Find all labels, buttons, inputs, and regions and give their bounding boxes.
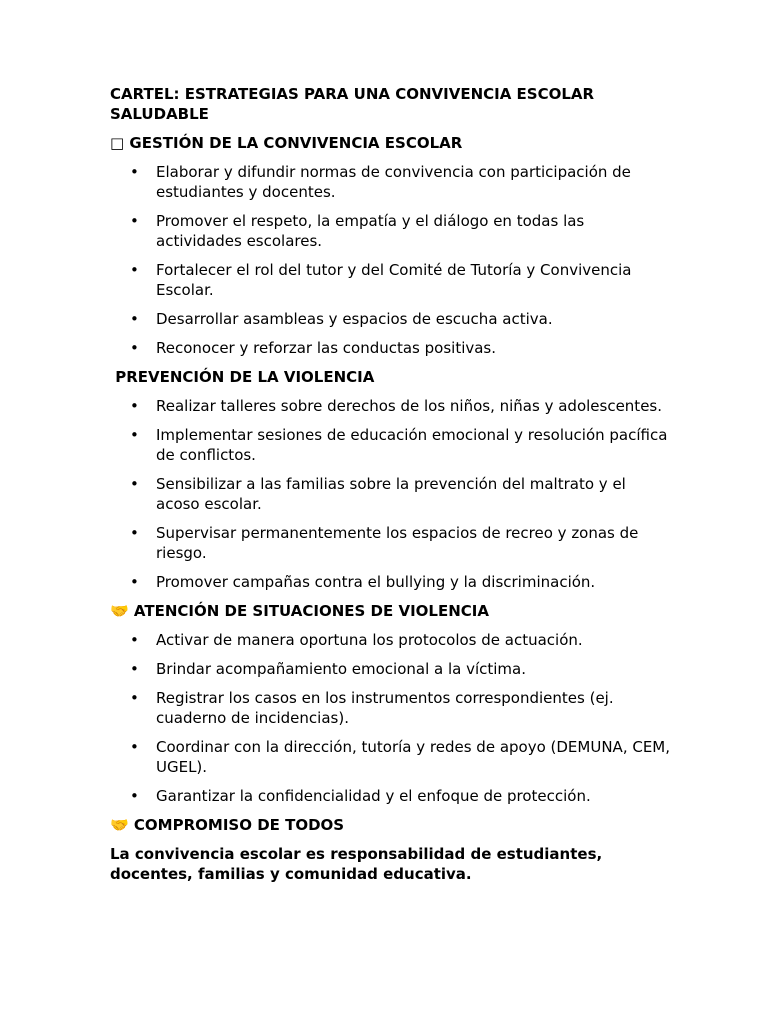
list-item: [110, 630, 670, 650]
bullet-icon: •: [130, 261, 139, 279]
bullet-icon: •: [130, 524, 139, 542]
bullet-list: [110, 630, 670, 806]
list-item-text: Reconocer y reforzar las conductas positivas.: [156, 339, 497, 357]
section-gestion: [110, 133, 670, 358]
list-item-text: Elaborar y difundir normas de convivencia con participación de estudiantes y docentes.: [156, 163, 631, 201]
section-prevencion: [110, 367, 670, 592]
list-item-text: Implementar sesiones de educación emocional y resolución pacífica de conflictos.: [156, 426, 668, 464]
closing-statement: La convivencia escolar es responsabilidad de estudiantes, docentes, familias y comunidad educativa.: [110, 845, 603, 883]
list-item-text: Promover campañas contra el bullying y la discriminación.: [156, 573, 596, 591]
bullet-icon: •: [130, 310, 139, 328]
section-heading: [110, 815, 670, 835]
bullet-list: [110, 396, 670, 592]
list-item-text: Fortalecer el rol del tutor y del Comité de Tutoría y Convivencia Escolar.: [156, 261, 632, 299]
list-item-text: Coordinar con la dirección, tutoría y redes de apoyo (DEMUNA, CEM, UGEL).: [156, 738, 671, 776]
section-heading: [110, 601, 670, 621]
missing-glyph-icon: 🤝: [110, 816, 129, 834]
list-item-text: Garantizar la confidencialidad y el enfoque de protección.: [156, 787, 591, 805]
bullet-icon: •: [130, 689, 139, 707]
bullet-icon: •: [130, 397, 139, 415]
list-item: [110, 688, 670, 728]
list-item: [110, 425, 670, 465]
list-item: [110, 659, 670, 679]
section-atencion: [110, 601, 670, 806]
list-item-text: Promover el respeto, la empatía y el diálogo en todas las actividades escolares.: [156, 212, 585, 250]
list-item: [110, 309, 670, 329]
list-item-text: Activar de manera oportuna los protocolos de actuación.: [156, 631, 583, 649]
bullet-icon: •: [130, 426, 139, 444]
list-item: [110, 786, 670, 806]
section-heading-text: PREVENCIÓN DE LA VIOLENCIA: [110, 368, 375, 386]
bullet-icon: •: [130, 339, 139, 357]
bullet-icon: •: [130, 475, 139, 493]
list-item: [110, 396, 670, 416]
list-item-text: Realizar talleres sobre derechos de los niños, niñas y adolescentes.: [156, 397, 663, 415]
section-heading-text: GESTIÓN DE LA CONVIVENCIA ESCOLAR: [129, 134, 463, 152]
bullet-icon: •: [130, 787, 139, 805]
bullet-icon: •: [130, 573, 139, 591]
list-item-text: Desarrollar asambleas y espacios de escucha activa.: [156, 310, 553, 328]
bullet-icon: •: [130, 163, 139, 181]
section-heading-text: COMPROMISO DE TODOS: [133, 816, 345, 834]
section-heading: [110, 133, 670, 153]
list-item: [110, 572, 670, 592]
section-heading: [110, 367, 670, 387]
list-item: [110, 211, 670, 251]
list-item-text: Brindar acompañamiento emocional a la víctima.: [156, 660, 527, 678]
document-page: [110, 84, 670, 884]
section-heading-text: ATENCIÓN DE SITUACIONES DE VIOLENCIA: [133, 602, 489, 620]
list-item: [110, 338, 670, 358]
bullet-list: [110, 162, 670, 358]
list-item: [110, 737, 670, 777]
list-item: [110, 162, 670, 202]
list-item-text: Registrar los casos en los instrumentos correspondientes (ej. cuaderno de incidencias).: [156, 689, 614, 727]
bullet-icon: •: [130, 660, 139, 678]
section-compromiso: [110, 815, 670, 884]
list-item: [110, 523, 670, 563]
list-item-text: Sensibilizar a las familias sobre la prevención del maltrato y el acoso escolar.: [156, 475, 626, 513]
bullet-icon: •: [130, 631, 139, 649]
list-item: [110, 474, 670, 514]
document-title: CARTEL: ESTRATEGIAS PARA UNA CONVIVENCIA ESCOLAR SALUDABLE: [110, 85, 595, 123]
bullet-icon: •: [130, 738, 139, 756]
list-item: [110, 260, 670, 300]
bullet-icon: •: [130, 212, 139, 230]
list-item-text: Supervisar permanentemente los espacios de recreo y zonas de riesgo.: [156, 524, 639, 562]
missing-glyph-icon: 🤝: [110, 602, 129, 620]
missing-glyph-icon: □: [110, 134, 125, 152]
